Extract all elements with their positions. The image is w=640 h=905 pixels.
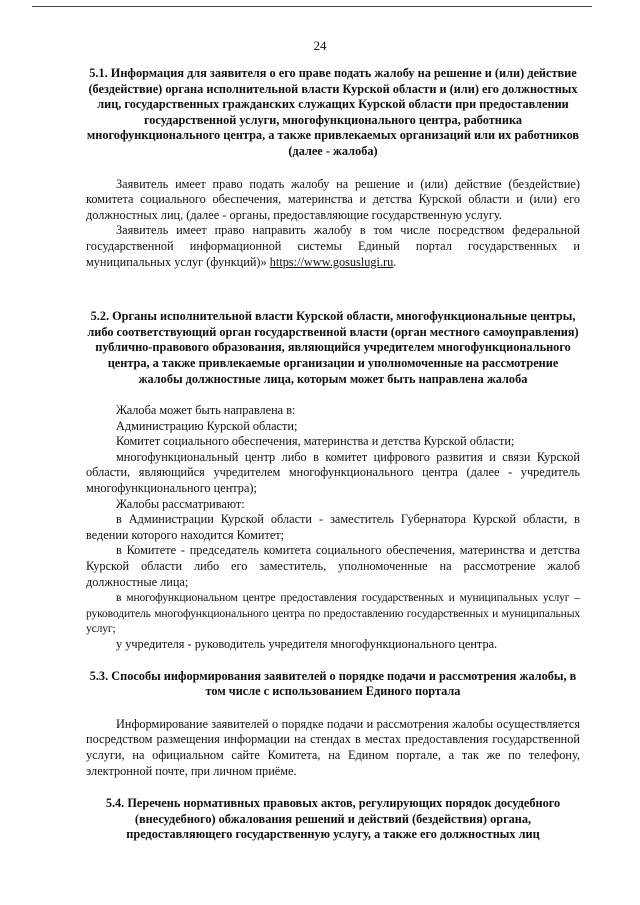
section-5-1-paragraph-2 — [86, 223, 580, 270]
section-5-4-heading: 5.4. Перечень нормативных правовых актов, регулирующих порядок досудебного (внесудебного) обжалования решений и действий (бездействия) органа, предоставляющего государственную услугу, а также его должностных лиц — [105, 796, 561, 842]
top-border-line — [32, 6, 592, 7]
page-number: 24 — [313, 38, 327, 53]
section-5-1-paragraph-2-end: . — [393, 254, 397, 269]
document-body — [86, 66, 580, 843]
complaint-line-5: Жалобы рассматривают: — [116, 496, 245, 511]
complaint-line-6: в Администрации Курской области - заместитель Губернатора Курской области, в ведении которого находится Комитет; — [86, 512, 580, 542]
complaint-line-4: многофункциональный центр либо в комитет цифрового развития и связи Курской области, являющийся учредителем многофункционального центра (далее - учредитель многофункционального центра); — [86, 449, 580, 496]
complaint-line-2: Администрацию Курской области; — [116, 418, 298, 433]
section-5-1-heading: 5.1. Информация для заявителя о его праве подать жалобу на решение и (или) действие (бездействие) органа исполнительной власти Курской области и (или) его должностных лиц, государственных гражданских служащих Курской области при предоставлении государственной услуги, многофункционального центра, работника многофункционального центра, а также привлекаемых организаций или их работников (далее - жалоба) — [86, 66, 580, 158]
section-5-1-paragraph-1: Заявитель имеет право подать жалобу на решение и (или) действие (бездействие) комитета социального обеспечения, материнства и детства Курской области и (или) его должностных лиц, (далее - органы, предоставляющие государственную услугу. — [86, 176, 580, 222]
complaint-line-3: Комитет социального обеспечения, материнства и детства Курской области; — [116, 434, 515, 449]
section-5-1-paragraph-2-text: Заявитель имеет право направить жалобу в том числе посредством федеральной государственной информационной системы Единый портал государственных и муниципальных услуг (функций)» — [86, 223, 580, 269]
section-5-3-heading: 5.3. Способы информирования заявителей о порядке подачи и рассмотрения жалобы, в том числе с использованием Единого портала — [89, 668, 577, 699]
complaint-line-7: в Комитете - председатель комитета социального обеспечения, материнства и детства Курской области либо его заместитель, уполномоченные на рассмотрение жалоб должностные лица; — [86, 543, 580, 589]
section-5-3-paragraph-1: Информирование заявителей о порядке подачи и рассмотрения жалобы осуществляется посредством размещения информации на стендах в местах предоставления государственной услуги, на официальном сайте Комитета, на Едином портале, а так же по телефону, электронной почте, при личном приёме. — [86, 716, 580, 778]
complaint-line-1: Жалоба может быть направлена в: — [116, 403, 296, 418]
gosuslugi-link[interactable]: https://www.gosuslugi.ru — [269, 254, 394, 269]
complaint-line-9: у учредителя - руководитель учредителя многофункционального центра. — [116, 637, 498, 651]
section-5-2-heading: 5.2. Органы исполнительной власти Курской области, многофункциональные центры, либо соответствующий орган государственной власти (орган местного самоуправления) публично-правового образования, являющийся учредителем многофункционального центра, а также привлекаемые организации и уполномоченные на рассмотрение жалобы должностные лица, которым может быть направлена жалоба — [87, 309, 579, 386]
complaint-line-8: в многофункциональном центре предоставления государственных и муниципальных услуг – руководитель многофункционального центра по предоставлению государственных и муниципальных услуг; — [86, 591, 580, 636]
